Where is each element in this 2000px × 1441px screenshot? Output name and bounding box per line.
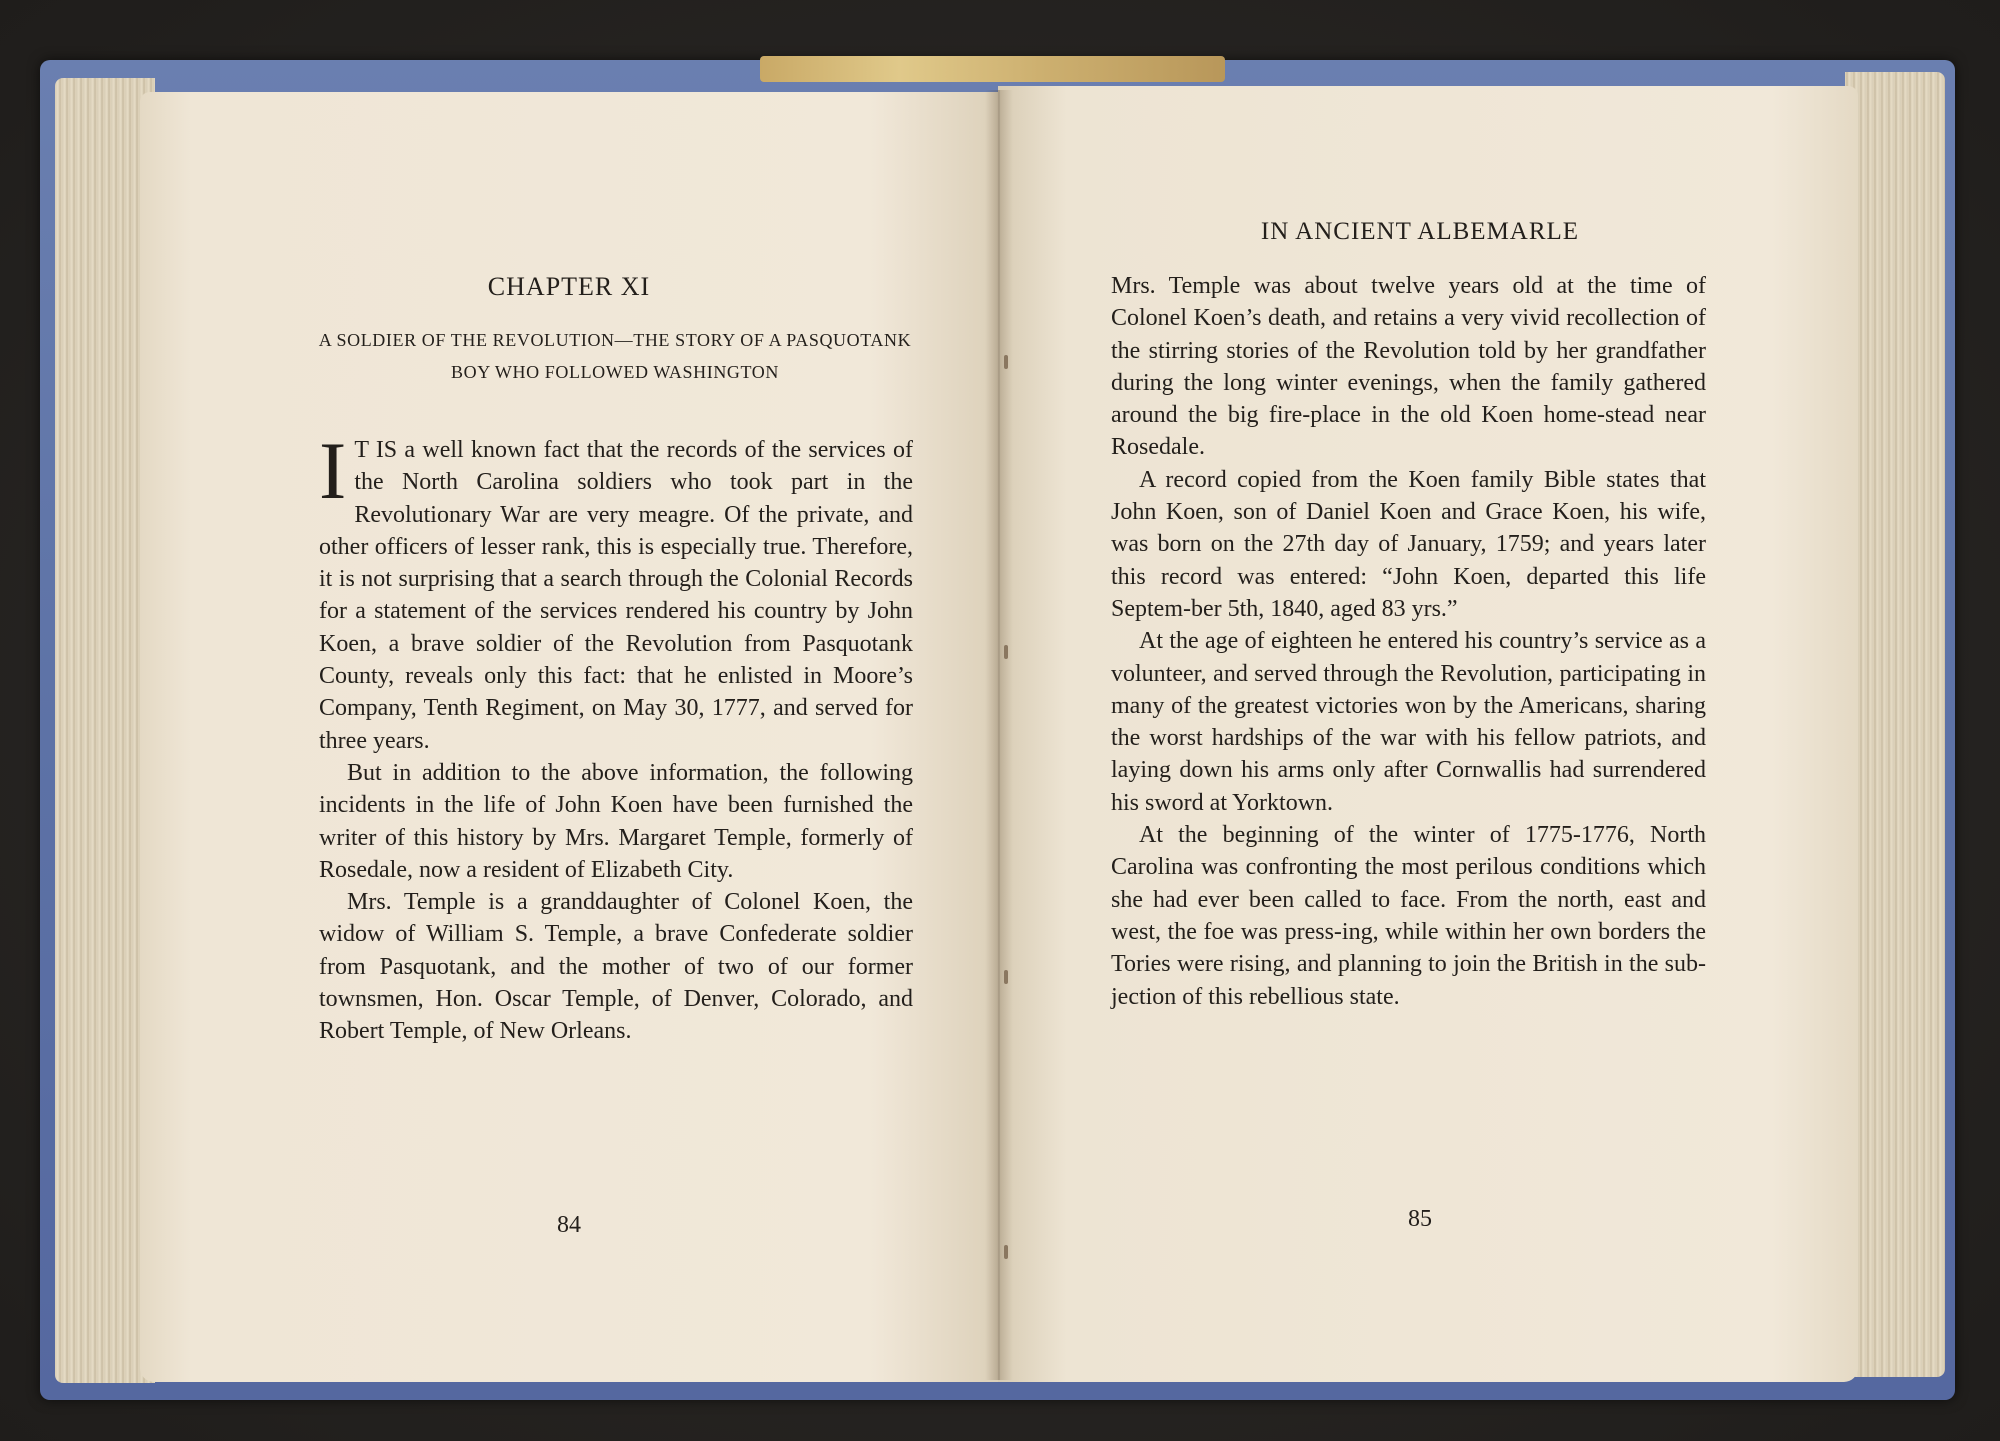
paragraph: Mrs. Temple is a granddaughter of Colonel Koen, the widow of William S. Temple, a brave Confederate soldier from Pasquotank, and the mother of two of our former townsmen, Hon. Oscar Temple, of Denver, Colorado, and Robert Temple, of New Orleans. bbox=[319, 889, 913, 1045]
spine-headband bbox=[760, 56, 1225, 82]
paragraph: A record copied from the Koen family Bible states that John Koen, son of Daniel Koen and Grace Koen, his wife, was born on the 27th day of January, 1759; and years later this record was entered: “John Koen, departed this life Septem-ber 5th, 1840, aged 83 yrs.” bbox=[1111, 466, 1706, 622]
binding-thread bbox=[1004, 970, 1008, 984]
right-page bbox=[998, 86, 1858, 1382]
binding-thread bbox=[1004, 645, 1008, 659]
right-page-body bbox=[1111, 270, 1706, 1013]
left-page bbox=[140, 92, 998, 1382]
running-head: IN ANCIENT ALBEMARLE bbox=[1260, 218, 1580, 245]
paragraph: At the beginning of the winter of 1775-1776, North Carolina was confronting the most perilous conditions which she had ever been called to face. From the north, east and west, the foe was press-ing, while within her own borders the Tories were rising, and planning to join the British in the sub-jection of this rebellious state. bbox=[1111, 822, 1706, 1010]
paragraph: Mrs. Temple was about twelve years old at the time of Colonel Koen’s death, and retains a very vivid recollection of the stirring stories of the Revolution told by her grandfather during the long winter evenings, when the family gathered around the big fire-place in the old Koen home-stead near Rosedale. bbox=[1111, 273, 1706, 461]
chapter-subtitle: A SOLDIER OF THE REVOLUTION—THE STORY OF A PASQUOTANK BOY WHO FOLLOWED WASHINGTON bbox=[318, 330, 912, 382]
page-number: 85 bbox=[1408, 1206, 1432, 1232]
left-page-body bbox=[319, 425, 913, 1048]
paragraph: But in addition to the above information, the following incidents in the life of John Koen have been furnished the writer of this history by Mrs. Margaret Temple, formerly of Rosedale, now a resident of Elizabeth City. bbox=[319, 759, 913, 883]
paragraph-text: T IS a well known fact that the records of the services of the North Carolina soldiers who took part in the Revolutionary War are very meagre. Of the private, and other officers of lesser rank, this is especially true. Therefore, it is not surprising that a search through the Colonial Records for a statement of the services rendered his country by John Koen, a brave soldier of the Revolution from Pasquotank County, reveals only this fact: that he enlisted in Moore’s Company, Tenth Regiment, on May 30, 1777, and served for three years. bbox=[319, 437, 913, 754]
right-page-edges bbox=[1845, 72, 1945, 1377]
binding-thread bbox=[1004, 1245, 1008, 1259]
book-gutter bbox=[985, 90, 1013, 1380]
page-number: 84 bbox=[557, 1212, 581, 1238]
drop-cap: I bbox=[319, 425, 347, 516]
chapter-title: CHAPTER XI bbox=[487, 272, 651, 301]
paragraph bbox=[319, 425, 913, 757]
binding-thread bbox=[1004, 355, 1008, 369]
paragraph: At the age of eighteen he entered his country’s service as a volunteer, and served through the Revolution, participating in many of the greatest victories won by the Americans, sharing the worst hardships of the war with his fellow patriots, and laying down his arms only after Cornwallis had surrendered his sword at Yorktown. bbox=[1111, 628, 1706, 816]
